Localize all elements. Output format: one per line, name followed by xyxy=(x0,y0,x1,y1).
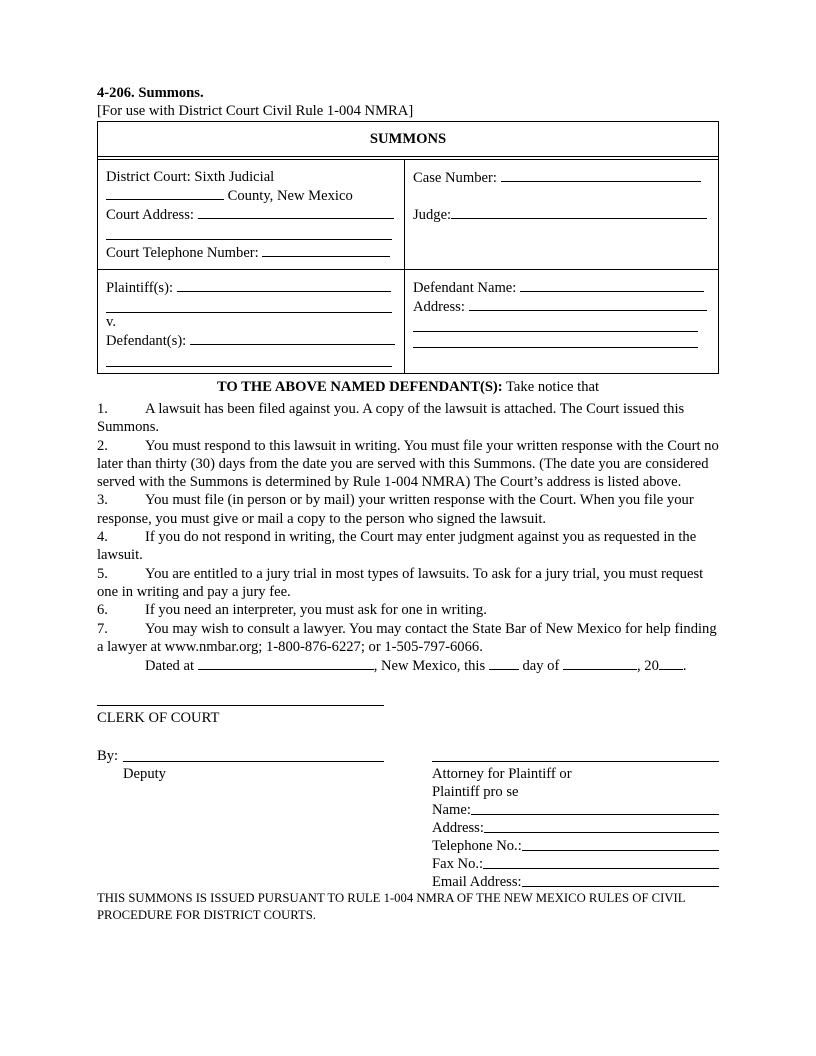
item-text: A lawsuit has been filed against you. A copy of the lawsuit is attached. The Court issued this Summons. xyxy=(97,400,685,436)
deputy-signature-line[interactable] xyxy=(123,746,384,762)
item-number: 1. xyxy=(97,400,108,417)
attorney-signature-line[interactable] xyxy=(432,746,719,762)
attorney-address-label: Address: xyxy=(432,820,484,837)
attorney-name-line xyxy=(432,801,719,819)
plaintiff-line xyxy=(106,278,396,297)
item-text: If you do not respond in writing, the Court may enter judgment against you as requested in the lawsuit. xyxy=(97,529,697,564)
attorney-telephone-field[interactable] xyxy=(522,837,719,851)
parties-cell xyxy=(98,270,405,373)
case-info-cell xyxy=(405,160,718,269)
item-number: 3. xyxy=(97,492,108,509)
item-text: You may wish to consult a lawyer. You may contact the State Bar of New Mexico for help finding a lawyer at www.nmbar.org; 1-800-876-6227; or 1-505-797-6066. xyxy=(97,620,717,655)
notice-items xyxy=(97,400,719,675)
case-number-field[interactable] xyxy=(501,168,701,182)
footer-note: THIS SUMMONS IS ISSUED PURSUANT TO RULE 1-004 NMRA OF THE NEW MEXICO RULES OF CIVIL PROCEDURE FOR DISTRICT COURTS. xyxy=(97,891,686,922)
notice-heading-rest: Take notice that xyxy=(502,378,600,395)
versus-label: v. xyxy=(106,314,116,331)
court-address-field-2[interactable] xyxy=(106,224,392,240)
court-case-row xyxy=(98,160,718,270)
form-title: SUMMONS xyxy=(98,122,718,160)
attorney-label-1: Attorney for Plaintiff or xyxy=(432,766,572,783)
dated-line xyxy=(97,656,719,675)
item-text: You must file (in person or by mail) your written response with the Court. When you file your response, you must give or mail a copy to the person who signed the lawsuit. xyxy=(97,492,694,527)
notice-item xyxy=(97,528,719,565)
dated-place-field[interactable] xyxy=(198,656,374,670)
dated-prefix: Dated at xyxy=(145,658,198,675)
dated-day-field[interactable] xyxy=(489,656,519,670)
item-number: 6. xyxy=(97,602,108,619)
dated-year-field[interactable] xyxy=(659,656,683,670)
summons-form-table xyxy=(97,121,719,374)
attorney-name-field[interactable] xyxy=(471,801,719,815)
item-text: You must respond to this lawsuit in writing. You must file your written response with the Court no later than thirty (30) days from the date you are served with this Summons. (The date you are considered served with the Summons is determined by Rule 1-004 NMRA) The Court’s address is listed above. xyxy=(97,437,719,491)
defendant-address-field[interactable] xyxy=(469,297,707,311)
court-info-cell xyxy=(98,160,405,269)
court-telephone-line xyxy=(106,243,396,262)
notice-item xyxy=(97,400,719,437)
judge-field[interactable] xyxy=(451,205,707,219)
by-label: By: xyxy=(97,748,119,765)
dated-day: day of xyxy=(518,658,563,675)
attorney-label-2: Plaintiff pro se xyxy=(432,784,519,801)
dated-year: , 20 xyxy=(637,658,659,675)
notice-heading xyxy=(97,378,719,396)
clerk-signature-line[interactable] xyxy=(97,705,384,706)
plaintiff-label: Plaintiff(s): xyxy=(106,279,174,296)
attorney-email-line xyxy=(432,873,719,891)
court-address-line xyxy=(106,205,396,224)
attorney-telephone-label: Telephone No.: xyxy=(432,838,522,855)
rule-note: [For use with District Court Civil Rule 1-004 NMRA] xyxy=(97,103,414,120)
notice-item xyxy=(97,437,719,492)
defendant-name-line xyxy=(413,278,710,297)
notice-item xyxy=(97,620,719,657)
clerk-label: CLERK OF COURT xyxy=(97,710,220,727)
county-field[interactable] xyxy=(106,186,224,200)
plaintiff-field[interactable] xyxy=(177,278,391,292)
judge-label: Judge: xyxy=(413,206,452,223)
attorney-fax-label: Fax No.: xyxy=(432,856,484,873)
item-number: 4. xyxy=(97,529,108,546)
dated-month-field[interactable] xyxy=(563,656,637,670)
case-number-label: Case Number: xyxy=(413,169,497,186)
attorney-telephone-line xyxy=(432,837,719,855)
court-telephone-label: Court Telephone Number: xyxy=(106,245,259,262)
notice-item xyxy=(97,565,719,602)
item-text: If you need an interpreter, you must ask for one in writing. xyxy=(145,602,487,619)
notice-item xyxy=(97,491,719,528)
attorney-fax-field[interactable] xyxy=(483,855,719,869)
court-address-label: Court Address: xyxy=(106,207,194,224)
defendant-address-field-3[interactable] xyxy=(413,332,698,348)
judge-line xyxy=(413,205,710,224)
attorney-email-label: Email Address: xyxy=(432,874,522,891)
attorney-address-line xyxy=(432,819,719,837)
item-number: 7. xyxy=(97,620,108,637)
court-telephone-field[interactable] xyxy=(262,243,390,257)
defendant-address-line xyxy=(413,297,710,316)
notice-item xyxy=(97,601,719,619)
attorney-address-field[interactable] xyxy=(484,819,719,833)
defendant-label: Defendant(s): xyxy=(106,333,187,350)
defendant-field-2[interactable] xyxy=(106,351,392,367)
attorney-name-label: Name: xyxy=(432,802,471,819)
dated-nm: , New Mexico, this xyxy=(373,658,489,675)
item-text: You are entitled to a jury trial in most types of lawsuits. To ask for a jury trial, you must request one in writing and pay a jury fee. xyxy=(97,565,704,600)
notice-heading-bold: TO THE ABOVE NAMED DEFENDANT(S): xyxy=(216,378,503,395)
defendant-name-label: Defendant Name: xyxy=(413,279,517,296)
defendant-address-label: Address: xyxy=(413,299,465,316)
defendant-info-cell xyxy=(405,270,718,373)
dated-end: . xyxy=(682,658,687,675)
court-address-field[interactable] xyxy=(198,205,394,219)
signature-area xyxy=(97,685,719,890)
defendant-field[interactable] xyxy=(190,331,395,345)
item-number: 5. xyxy=(97,565,108,582)
summons-page xyxy=(97,84,719,923)
item-number: 2. xyxy=(97,437,108,454)
county-label: County, New Mexico xyxy=(224,187,353,204)
attorney-email-field[interactable] xyxy=(522,873,719,887)
defendant-name-field[interactable] xyxy=(520,278,704,292)
case-number-line xyxy=(413,168,710,187)
defendant-address-field-2[interactable] xyxy=(413,316,698,332)
district-court-label: District Court: Sixth Judicial xyxy=(106,168,275,185)
plaintiff-field-2[interactable] xyxy=(106,297,392,313)
rule-title: 4-206. Summons. xyxy=(97,85,204,101)
county-line xyxy=(106,186,396,205)
defendant-line xyxy=(106,331,396,350)
attorney-fax-line xyxy=(432,855,719,873)
deputy-label: Deputy xyxy=(123,766,166,783)
parties-row xyxy=(98,270,718,373)
